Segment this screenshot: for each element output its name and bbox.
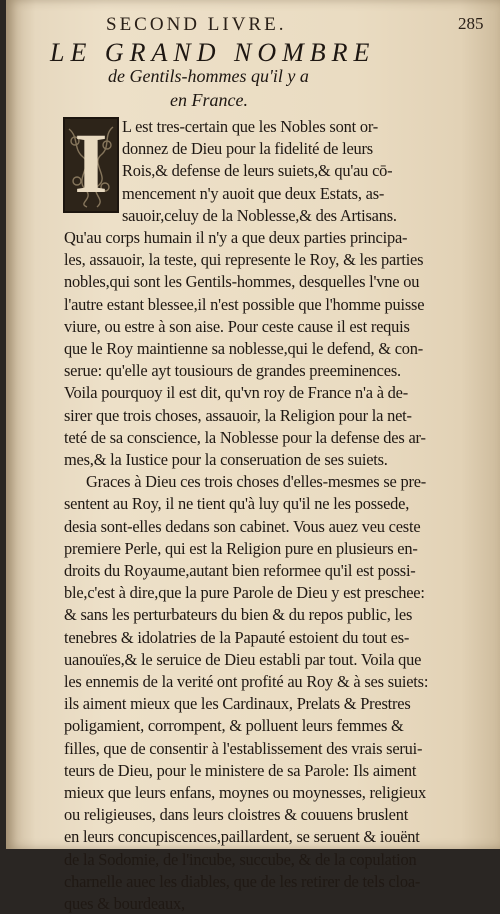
text-line: les, assauoir, la teste, qui represente le Roy, & les parties	[64, 250, 424, 270]
text-line: filles, que de consentir à l'establissement des vrais serui-	[64, 738, 423, 758]
text-line: mencement n'y auoit que deux Estats, as-	[122, 183, 385, 203]
text-line: teurs de Dieu, pour le ministere de sa Parole: Ils aiment	[64, 760, 417, 780]
running-head: SECOND LIVRE.	[106, 14, 287, 35]
chapter-title-line-3: en France.	[170, 90, 248, 110]
text-line: ou religieuses, dans leurs cloistres & couuens bruslent	[64, 805, 409, 825]
text-line: nobles,qui sont les Gentils-hommes, desquelles l'vne ou	[64, 272, 420, 292]
text-line: en leurs concupiscences,paillardent, se seruent & iouënt	[64, 827, 420, 847]
text-line: mieux que leurs enfans, moynes ou moynesses, religieux	[64, 783, 427, 802]
chapter-title-line-1: LE GRAND NOMBRE	[50, 38, 376, 67]
text-line: serue: qu'elle ayt tousiours de grandes preeminences.	[64, 361, 401, 381]
ornamental-initial	[63, 117, 119, 213]
text-line: tenebres & idolatries de la Papauté estoient du tout es-	[64, 627, 410, 647]
text-line: ques & bourdeaux,	[64, 894, 185, 913]
text-line: poligamient, corrompent, & polluent leurs femmes &	[64, 716, 404, 736]
text-line: que le Roy maintienne sa noblesse,qui le defend, & con-	[64, 339, 424, 358]
dropcap-letter: I	[74, 115, 108, 211]
text-line: l'autre estant blessee,il n'est possible que l'homme puisse	[64, 294, 425, 314]
chapter-title-line-2: de Gentils-hommes qu'il y a	[108, 66, 309, 86]
text-line: ble,c'est à dire,que la pure Parole de Dieu y est preschee:	[64, 583, 425, 603]
page-number: 285	[458, 14, 484, 33]
text-line: charnelle auec les diables, que de les retirer de tels cloa-	[64, 871, 421, 891]
text-line: Voila pourquoy il est dit, qu'vn roy de France n'a à de-	[64, 383, 408, 403]
text-line: uanouïes,& le seruice de Dieu establi par tout. Voila que	[64, 649, 422, 669]
book-page	[6, 0, 500, 913]
text-line: sirer que trois choses, assauoir, la Religion pour la net-	[64, 405, 412, 425]
text-line: sentent au Roy, il ne tient qu'à luy qu'il ne les possede,	[64, 494, 410, 514]
text-line: premiere Perle, qui est la Religion pure en plusieurs en-	[64, 538, 418, 558]
text-line: de la Sodomie, de l'incube, succube, & de la copulation	[64, 849, 417, 869]
text-line: Graces à Dieu ces trois choses d'elles-mesmes se pre-	[86, 472, 427, 492]
text-line: Qu'au corps humain il n'y a que deux parties principa-	[64, 228, 408, 247]
text-line: donnez de Dieu pour la fidelité de leurs	[122, 139, 373, 159]
text-line: L est tres-certain que les Nobles sont or-	[122, 117, 379, 136]
text-line: sauoir,celuy de la Noblesse,& des Artisans.	[122, 205, 397, 225]
text-line: les ennemis de la verité ont profité au Roy & à ses suiets:	[64, 672, 429, 691]
text-line: droits du Royaume,autant bien reformee qu'il est possi-	[64, 561, 416, 580]
text-line: ils aiment mieux que les Cardinaux, Prelats & Prestres	[64, 694, 411, 714]
text-line: & sans les perturbateurs du bien & du repos public, les	[64, 605, 413, 625]
text-line: mes,& la Iustice pour la conseruation de ses suiets.	[64, 450, 388, 469]
text-line: teté de sa conscience, la Noblesse pour la defense des ar-	[64, 427, 426, 447]
page-header	[6, 10, 500, 34]
text-line: desia sont-elles dedans son cabinet. Vous auez veu ceste	[64, 516, 421, 536]
text-line: viure, ou estre à son aise. Pour ceste cause il est requis	[64, 316, 410, 336]
text-line: Rois,& defense de leurs suiets,& qu'au cō-	[122, 161, 393, 181]
